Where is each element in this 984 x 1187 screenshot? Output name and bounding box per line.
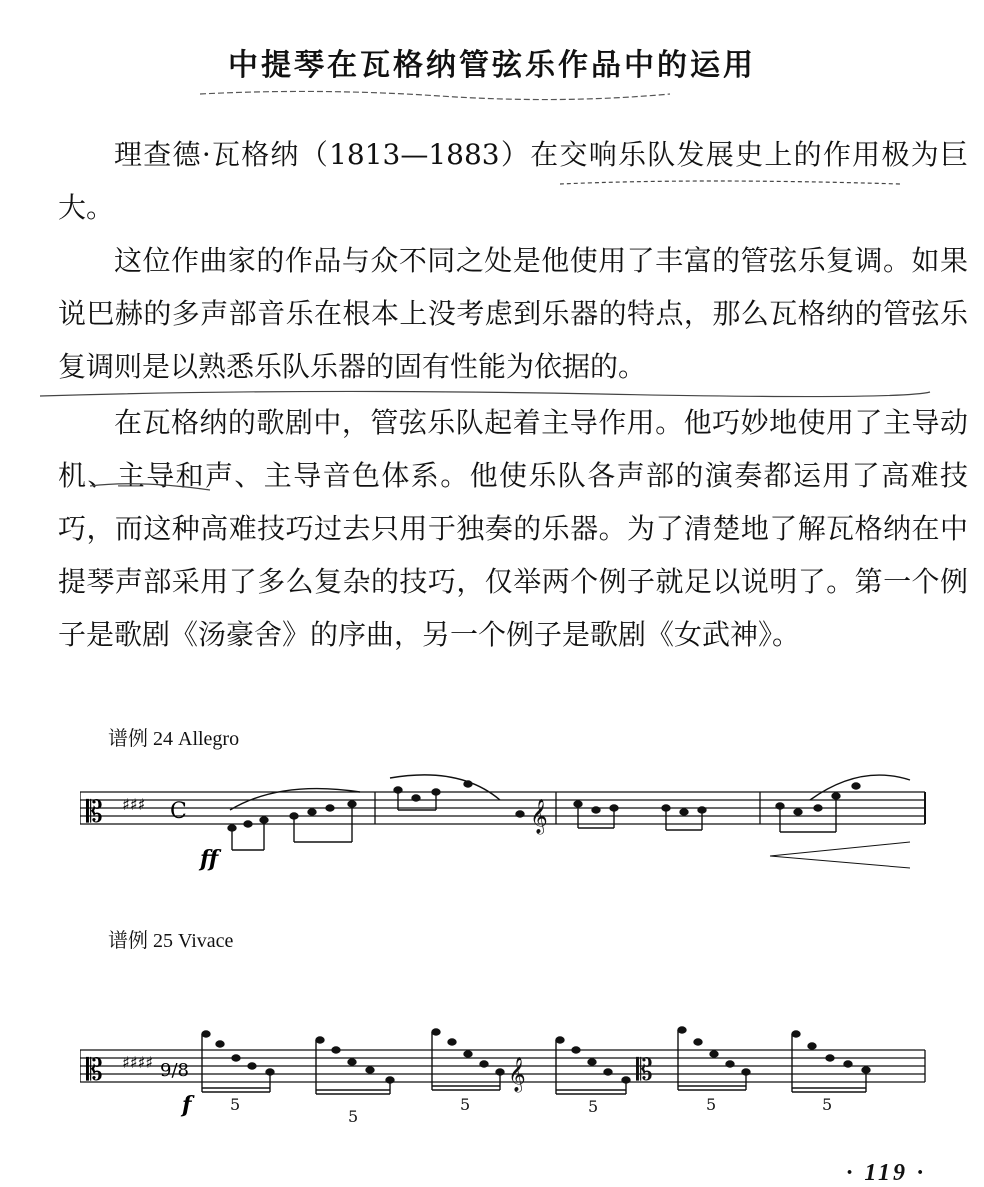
svg-text:𝄞: 𝄞 (530, 799, 548, 834)
dynamic-marking: ff (200, 846, 219, 872)
paragraph-1: 理查德·瓦格纳（1813—1883）在交响乐队发展史上的作用极为巨大。 (58, 138, 968, 224)
treble-clef-icon: 𝄞 (508, 1057, 526, 1092)
paragraph-3: 在瓦格纳的歌剧中，管弦乐队起着主导作用。他巧妙地使用了主导动机、主导和声、主导音色体系。他使乐队各声部的演奏都运用了高难技巧，而这种高难技巧过去只用于独奏的乐器。为了清楚地了解瓦格纳在中提琴声部采用了多么复杂的技巧，仅举两个例子就足以说明了。第一个例子是歌剧《汤豪舍》的序曲，另一个例子是歌剧《女武神》。 (58, 406, 968, 651)
key-signature-icon: ♯♯♯ (122, 795, 146, 814)
note-groups (202, 1027, 870, 1126)
note-group (228, 775, 910, 868)
tuplet-number: 5 (822, 1095, 833, 1114)
title-underline-mark (200, 86, 680, 106)
alto-clef-icon: 𝄡 (86, 795, 103, 830)
tuplet-number: 5 (348, 1107, 359, 1126)
page-number: · 119 · (846, 1160, 926, 1186)
alto-clef-icon: 𝄡 (86, 1053, 103, 1088)
paragraph-2: 这位作曲家的作品与众不同之处是他使用了丰富的管弦乐复调。如果说巴赫的多声部音乐在根本上没考虑到乐器的特点，那么瓦格纳的管弦乐复调则是以熟悉乐队乐器的固有性能为依据的。 (58, 244, 968, 383)
dynamic-marking: f (182, 1092, 192, 1118)
alto-clef-icon: 𝄡 (636, 1053, 653, 1088)
key-signature-icon: ♯♯♯♯ (122, 1053, 153, 1072)
tuplet-number: 5 (460, 1095, 471, 1114)
tuplet-number: 5 (588, 1097, 599, 1116)
page-title: 中提琴在瓦格纳管弦乐作品中的运用 (228, 48, 756, 83)
tuplet-number: 5 (230, 1095, 241, 1114)
score-example-24 (80, 770, 940, 880)
score-example-25 (80, 1010, 940, 1140)
tuplet-number: 5 (706, 1095, 717, 1114)
example-24-label: 谱例 24 Allegro (108, 728, 240, 750)
example-25-label: 谱例 25 Vivace (108, 930, 234, 952)
time-signature: 9/8 (160, 1060, 189, 1081)
time-signature: C (170, 799, 187, 824)
